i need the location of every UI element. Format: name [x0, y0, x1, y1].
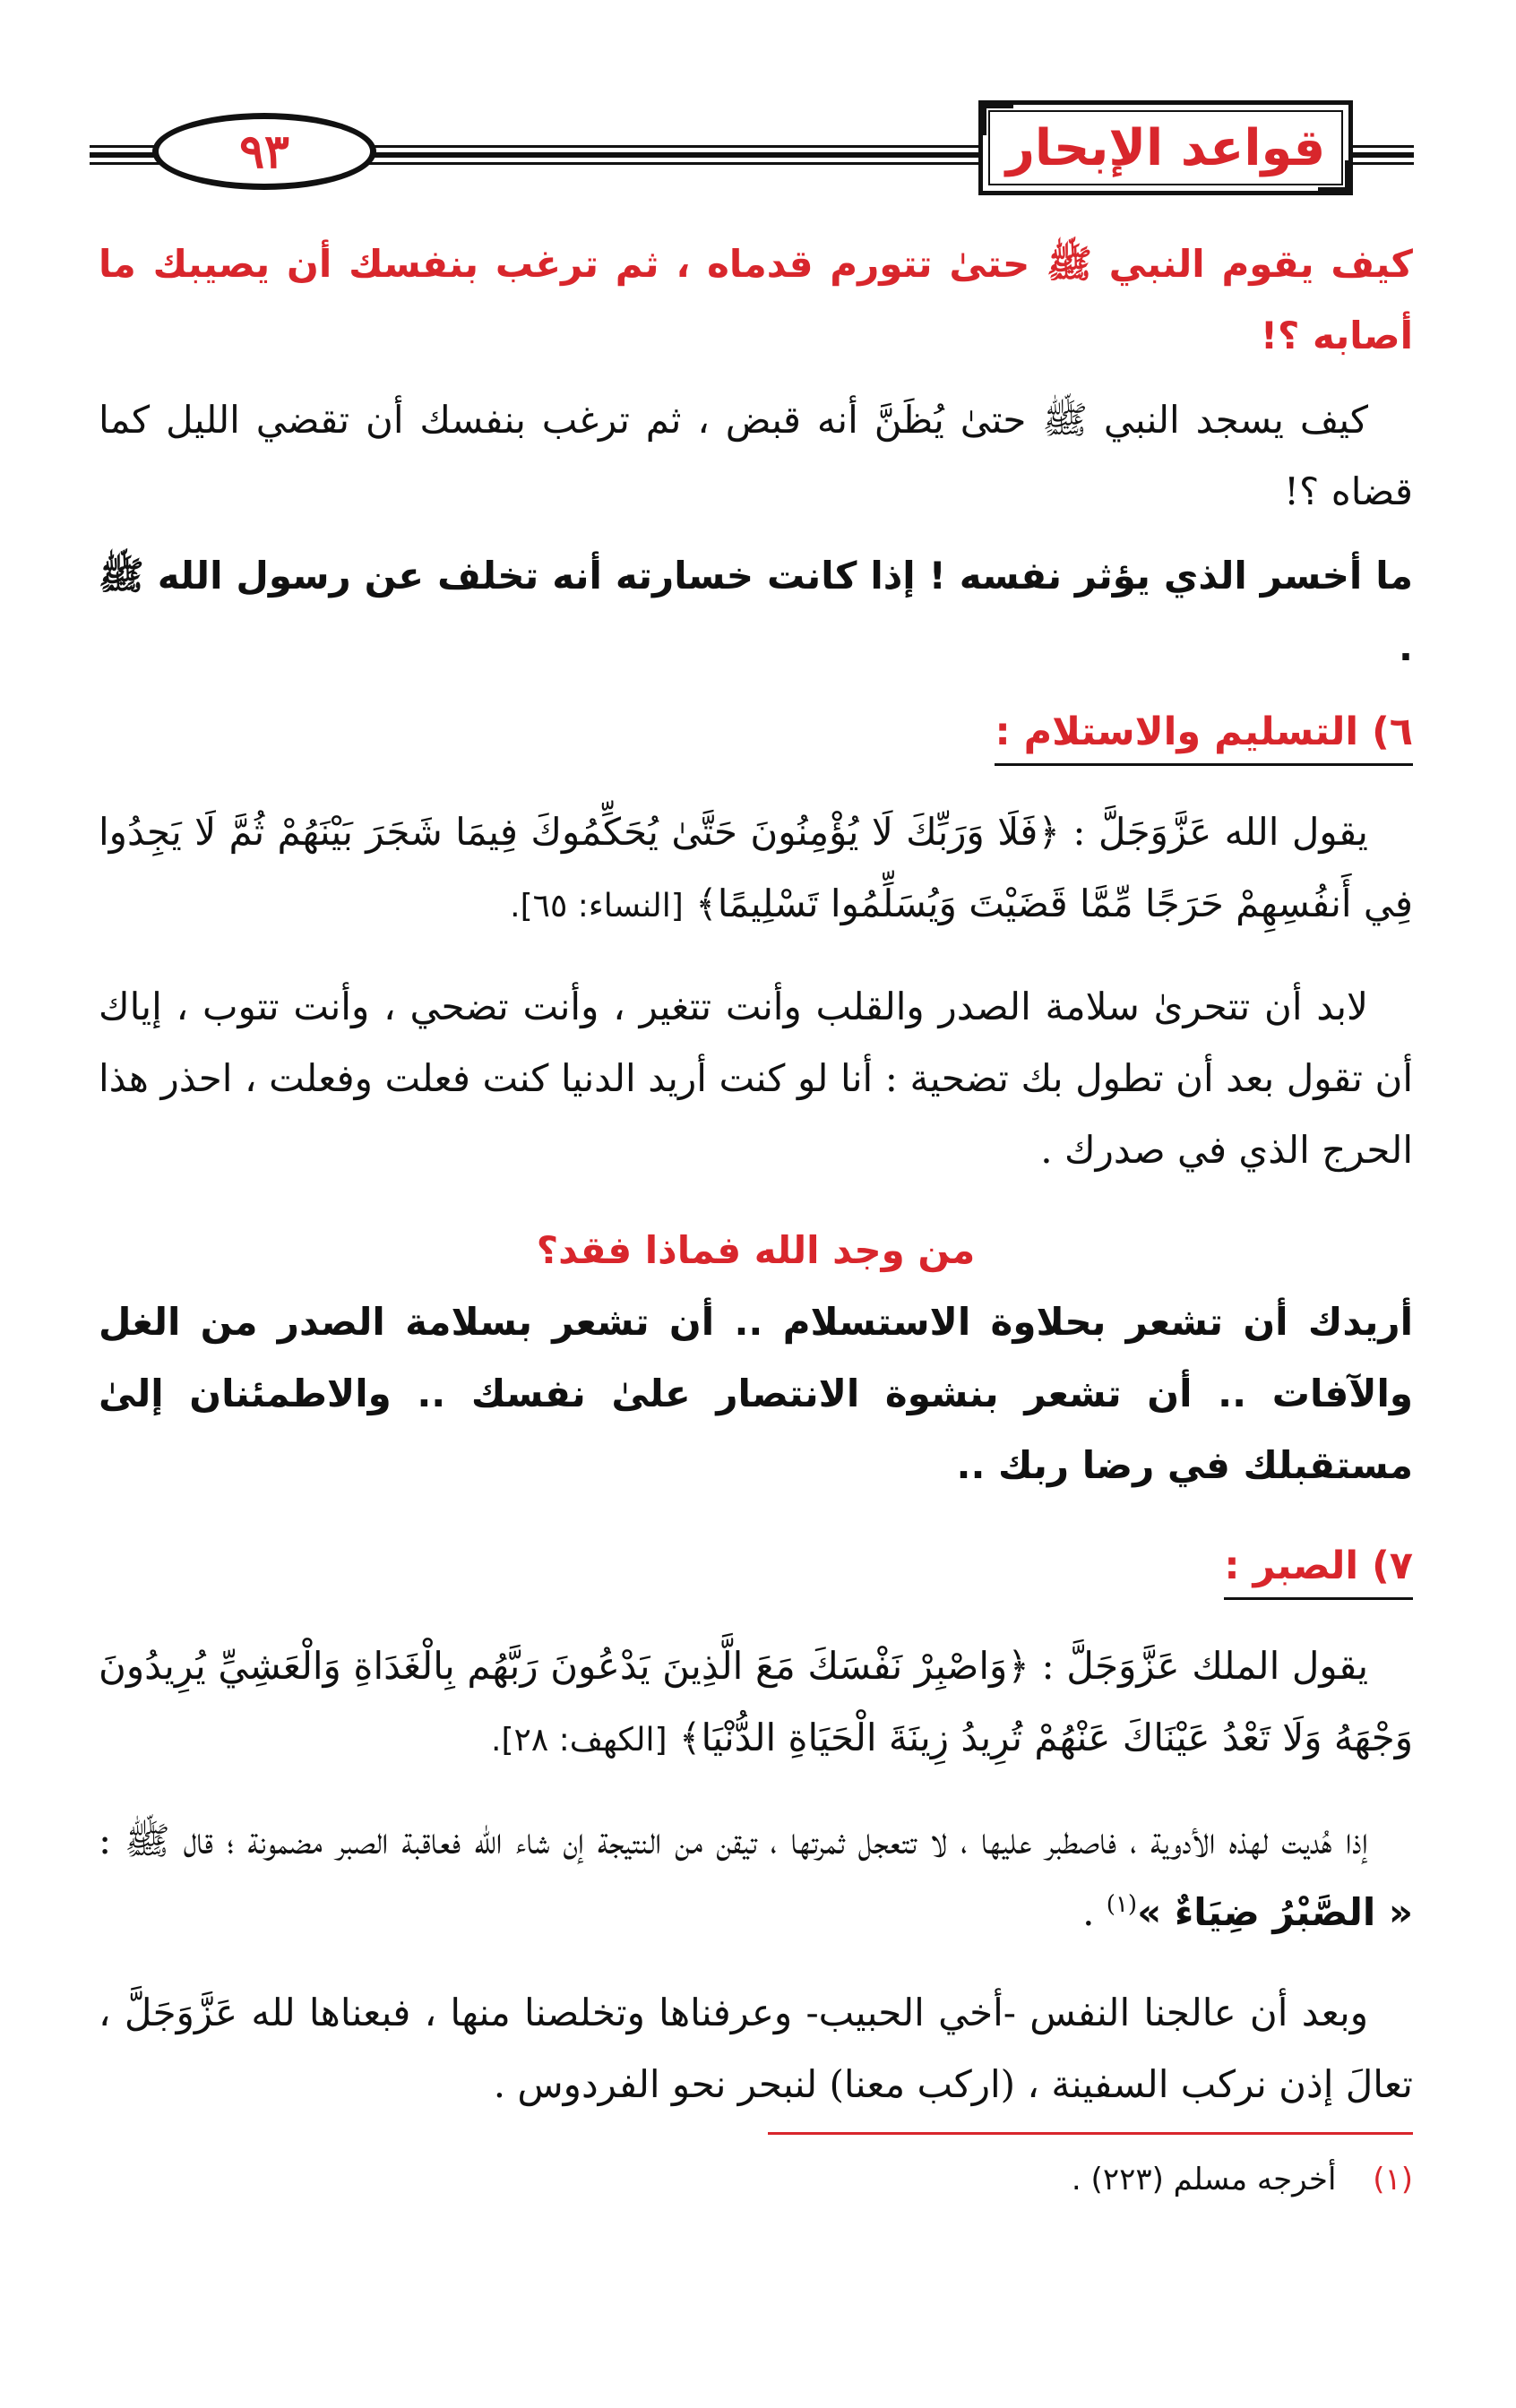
paragraph-medicine-text: إذا هُديت لهذه الأدوية ، فاصطبر عليها ، لا تتعجل ثمرتها ، تيقن من النتيجة إن شاء الله فعاقبة الصبر مضمونة ؛ قال ﷺ :: [99, 1819, 1368, 1862]
verse-1-reference: [النساء: ٦٥].: [510, 888, 684, 924]
paragraph-ship: وبعد أن عالجنا النفس -أخي الحبيب- وعرفناها وتخلصنا منها ، فبعناها لله عَزَّوَجَلَّ ، تعالَ إذن نركب السفينة ، (اركب معنا) لنبحر نحو الفردوس .: [99, 1991, 1413, 2106]
footnote-text: أخرجه مسلم (٢٢٣) .: [1071, 2162, 1337, 2197]
red-question-line: كيف يقوم النبي ﷺ حتىٰ تتورم قدماه ، ثم ترغب بنفسك أن يصيبك ما أصابه ؟!: [99, 242, 1413, 357]
paragraph-medicine: [99, 1805, 1413, 1948]
subheading-found: من وجد الله فماذا فقد؟: [536, 1228, 976, 1272]
page-number: ٩٣: [152, 113, 376, 190]
book-title: قواعد الإبحار: [1005, 118, 1326, 177]
footnote-marker: (١): [1106, 1891, 1138, 1918]
paragraph-medicine-end: .: [1082, 1890, 1095, 1934]
footnote-divider: [768, 2132, 1413, 2135]
section-heading-7: [99, 1530, 1413, 1602]
section-heading-6: [99, 696, 1413, 768]
paragraph-loss: ما أخسر الذي يؤثر نفسه ! إذا كانت خسارته أنه تخلف عن رسول الله ﷺ .: [99, 554, 1413, 669]
verse-block-1: [99, 796, 1413, 942]
heading-6: [995, 702, 1413, 766]
heading-7-label: الصبر :: [1224, 1544, 1359, 1588]
heading-6-label: التسليم والاستلام :: [995, 710, 1359, 754]
heading-6-number: ٦): [1372, 710, 1413, 754]
verse-2-reference: [الكهف: ٢٨].: [491, 1722, 668, 1759]
verse-1-text: ﴿فَلَا وَرَبِّكَ لَا يُؤْمِنُونَ حَتَّىٰ يُحَكِّمُوكَ فِيمَا شَجَرَ بَيْنَهُمْ ثُمَّ لَا يَجِدُوا فِي أَنفُسِهِمْ حَرَجًا مِّمَّا قَضَيْتَ وَيُسَلِّمُوا تَسْلِيمًا﴾: [99, 810, 1413, 925]
book-title-frame: [978, 100, 1353, 195]
footnote-number: (١): [1373, 2162, 1413, 2197]
verse-block-2: [99, 1630, 1413, 1776]
page-header: [90, 99, 1414, 206]
footnote: [1072, 2157, 1413, 2202]
verse-2-intro: يقول الملك عَزَّوَجَلَّ :: [1041, 1644, 1369, 1688]
verse-1-intro: يقول الله عَزَّوَجَلَّ :: [1072, 810, 1368, 854]
hadith-quote: « الصَّبْرُ ضِيَاءٌ »: [1137, 1890, 1413, 1934]
verse-2-text: ﴿وَاصْبِرْ نَفْسَكَ مَعَ الَّذِينَ يَدْعُونَ رَبَّهُم بِالْغَدَاةِ وَالْعَشِيِّ يُرِيدُونَ وَجْهَهُ وَلَا تَعْدُ عَيْنَاكَ عَنْهُمْ تُرِيدُ زِينَةَ الْحَيَاةِ الدُّنْيَا﴾: [99, 1644, 1413, 1759]
page-body: [99, 228, 1413, 2120]
paragraph-sujood: كيف يسجد النبي ﷺ حتىٰ يُظَنَّ أنه قبض ، ثم ترغب بنفسك أن تقضي الليل كما قضاه ؟!: [99, 398, 1413, 513]
heading-7: [1224, 1536, 1413, 1600]
paragraph-sweetness: أريدك أن تشعر بحلاوة الاستسلام .. أن تشعر بسلامة الصدر من الغل والآفات .. أن تشعر بنشوة الانتصار علىٰ نفسك .. والاطمئنان إلىٰ مستقبلك في رضا ربك ..: [99, 1300, 1413, 1487]
paragraph-heart: لابد أن تتحرىٰ سلامة الصدر والقلب وأنت تتغير ، وأنت تضحي ، وأنت تتوب ، إياك أن تقول بعد أن تطول بك تضحية : أنا لو كنت أريد الدنيا كنت فعلت وفعلت ، احذر هذا الحرج الذي في صدرك .: [99, 985, 1413, 1172]
heading-7-number: ٧): [1372, 1544, 1413, 1588]
